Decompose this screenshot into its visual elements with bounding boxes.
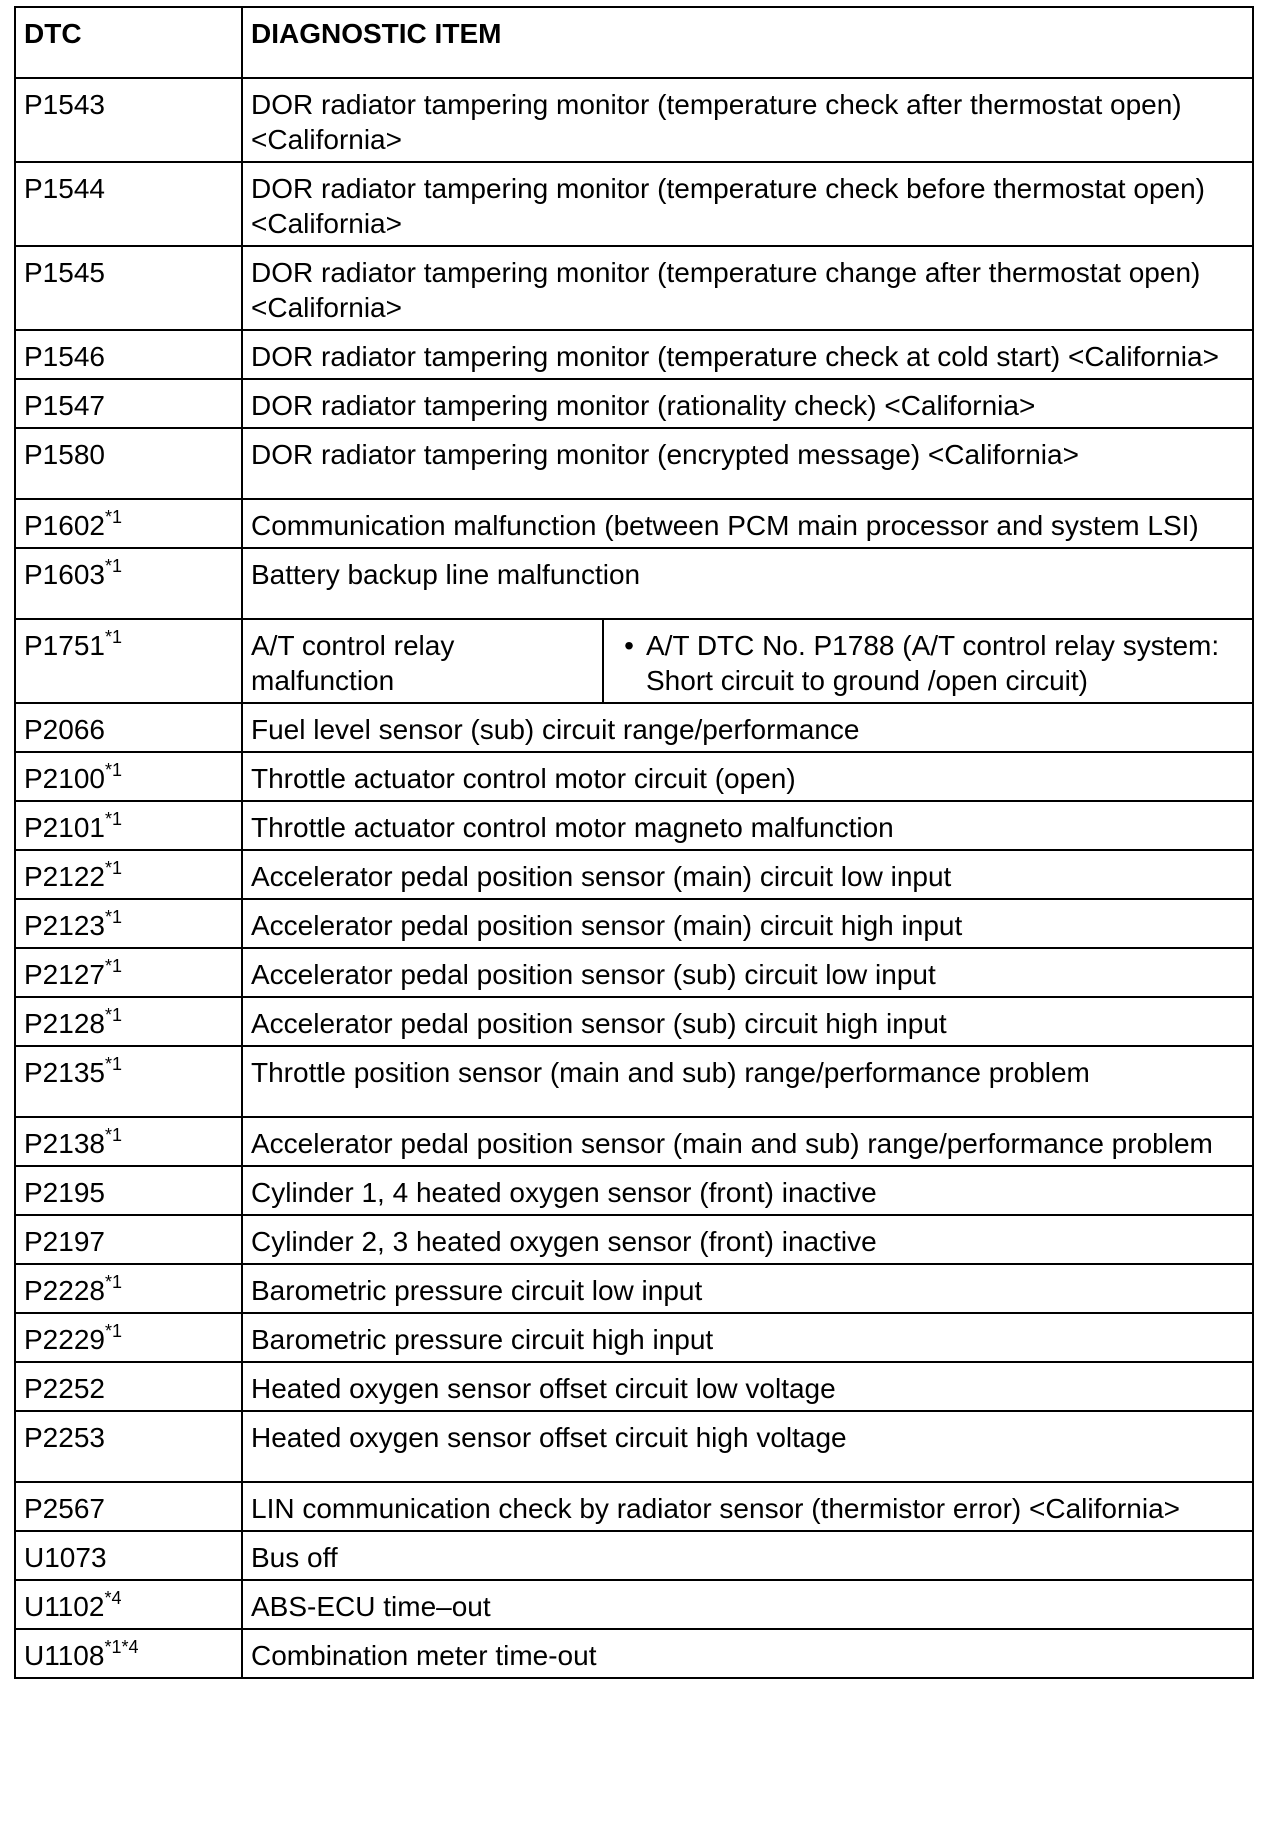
dtc-code: P1603 (24, 559, 105, 590)
footnote-marker: *1 (104, 507, 122, 527)
diagnostic-item-cell: Cylinder 2, 3 heated oxygen sensor (front) inactive (242, 1215, 1253, 1264)
dtc-code-cell (15, 1117, 242, 1166)
dtc-code-cell (15, 1411, 242, 1482)
dtc-code-cell (15, 246, 242, 330)
diagnostic-item-cell: Barometric pressure circuit high input (242, 1313, 1253, 1362)
table-row (15, 899, 1253, 948)
dtc-code-cell (15, 997, 242, 1046)
footnote-marker: *1 (104, 956, 122, 976)
diagnostic-note: A/T DTC No. P1788 (A/T control relay system: Short circuit to ground /open circuit) (646, 630, 1220, 696)
dtc-code-cell (15, 703, 242, 752)
dtc-code-cell (15, 548, 242, 619)
dtc-code-cell (15, 1362, 242, 1411)
diagnostic-item-cell: Accelerator pedal position sensor (main) circuit low input (242, 850, 1253, 899)
footnote-marker: *1 (104, 858, 122, 878)
diagnostic-item-cell: Combination meter time-out (242, 1629, 1253, 1678)
dtc-code: P1544 (24, 173, 105, 204)
dtc-code-cell (15, 1166, 242, 1215)
table-row (15, 1629, 1253, 1678)
diagnostic-item-cell: ABS-ECU time–out (242, 1580, 1253, 1629)
diagnostic-item-cell: Battery backup line malfunction (242, 548, 1253, 619)
dtc-code-cell (15, 801, 242, 850)
diagnostic-item-cell: DOR radiator tampering monitor (rationality check) <California> (242, 379, 1253, 428)
footnote-marker: *1 (104, 556, 122, 576)
dtc-code-cell (15, 428, 242, 499)
dtc-code: P2138 (24, 1128, 105, 1159)
footnote-marker: *1 (104, 627, 122, 647)
table-row (15, 548, 1253, 619)
diagnostic-item-cell: Cylinder 1, 4 heated oxygen sensor (front) inactive (242, 1166, 1253, 1215)
dtc-code-cell (15, 78, 242, 162)
table-row (15, 850, 1253, 899)
dtc-code: P2128 (24, 1008, 105, 1039)
diagnostic-item-cell: DOR radiator tampering monitor (temperature check before thermostat open) <California> (242, 162, 1253, 246)
dtc-code: P2101 (24, 812, 105, 843)
diagnostic-item-cell: Fuel level sensor (sub) circuit range/performance (242, 703, 1253, 752)
table-row (15, 1580, 1253, 1629)
diagnostic-item-cell: Throttle position sensor (main and sub) range/performance problem (242, 1046, 1253, 1117)
dtc-code: P2228 (24, 1275, 105, 1306)
diagnostic-item-cell: LIN communication check by radiator sensor (thermistor error) <California> (242, 1482, 1253, 1531)
footnote-marker: *1 (104, 1125, 122, 1145)
dtc-code: P2197 (24, 1226, 105, 1257)
diagnostic-item-cell: DOR radiator tampering monitor (temperature change after thermostat open) <California> (242, 246, 1253, 330)
dtc-code: P2066 (24, 714, 105, 745)
table-row (15, 1264, 1253, 1313)
dtc-code-cell (15, 948, 242, 997)
dtc-code: P2195 (24, 1177, 105, 1208)
dtc-code-cell (15, 1482, 242, 1531)
dtc-table (14, 6, 1254, 1679)
footnote-marker: *1 (104, 907, 122, 927)
table-row (15, 1215, 1253, 1264)
table-row (15, 78, 1253, 162)
dtc-code-cell (15, 1264, 242, 1313)
bullet-icon: • (624, 630, 634, 661)
dtc-code: P1543 (24, 89, 105, 120)
diagnostic-item-cell: Accelerator pedal position sensor (main) circuit high input (242, 899, 1253, 948)
dtc-code: P1545 (24, 257, 105, 288)
table-row (15, 330, 1253, 379)
table-row (15, 428, 1253, 499)
diagnostic-item-cell: Heated oxygen sensor offset circuit high voltage (242, 1411, 1253, 1482)
table-row (15, 1166, 1253, 1215)
footnote-marker: *1*4 (104, 1637, 139, 1657)
diagnostic-item-cell: Throttle actuator control motor circuit (open) (242, 752, 1253, 801)
diagnostic-item-cell: Throttle actuator control motor magneto malfunction (242, 801, 1253, 850)
table-row (15, 801, 1253, 850)
dtc-code: P1547 (24, 390, 105, 421)
header-diagnostic-item: DIAGNOSTIC ITEM (242, 7, 1253, 78)
table-row (15, 1362, 1253, 1411)
table-row (15, 246, 1253, 330)
diagnostic-item-cell: Barometric pressure circuit low input (242, 1264, 1253, 1313)
table-row (15, 1482, 1253, 1531)
table-row (15, 1117, 1253, 1166)
diagnostic-item-cell: DOR radiator tampering monitor (encrypted message) <California> (242, 428, 1253, 499)
diagnostic-item-cell: DOR radiator tampering monitor (temperature check at cold start) <California> (242, 330, 1253, 379)
dtc-code: P2123 (24, 910, 105, 941)
dtc-code: P2229 (24, 1324, 105, 1355)
footnote-marker: *1 (104, 809, 122, 829)
diagnostic-item-cell: Accelerator pedal position sensor (sub) circuit high input (242, 997, 1253, 1046)
footnote-marker: *4 (104, 1588, 122, 1608)
dtc-code-cell (15, 619, 242, 703)
table-row (15, 162, 1253, 246)
dtc-code: U1102 (24, 1591, 105, 1622)
dtc-code: U1073 (24, 1542, 107, 1573)
dtc-code-cell (15, 1629, 242, 1678)
table-row (15, 1313, 1253, 1362)
table-row (15, 1046, 1253, 1117)
dtc-code-cell (15, 499, 242, 548)
footnote-marker: *1 (104, 760, 122, 780)
dtc-code: P2100 (24, 763, 105, 794)
footnote-marker: *1 (104, 1054, 122, 1074)
dtc-code: P2127 (24, 959, 105, 990)
diagnostic-note-cell (603, 619, 1253, 703)
dtc-code-cell (15, 330, 242, 379)
dtc-code-cell (15, 752, 242, 801)
footnote-marker: *1 (104, 1005, 122, 1025)
header-dtc: DTC (15, 7, 242, 78)
dtc-code-cell (15, 1313, 242, 1362)
diagnostic-item-cell: Communication malfunction (between PCM main processor and system LSI) (242, 499, 1253, 548)
table-row (15, 1411, 1253, 1482)
diagnostic-item-cell: Heated oxygen sensor offset circuit low voltage (242, 1362, 1253, 1411)
dtc-code-cell (15, 379, 242, 428)
diagnostic-item-cell: A/T control relay malfunction (242, 619, 603, 703)
dtc-code: P2122 (24, 861, 105, 892)
dtc-code: P1546 (24, 341, 105, 372)
dtc-code: P2252 (24, 1373, 105, 1404)
diagnostic-item-cell: DOR radiator tampering monitor (temperature check after thermostat open) <California> (242, 78, 1253, 162)
dtc-code-cell (15, 1531, 242, 1580)
dtc-code: P1751 (24, 630, 105, 661)
dtc-code-cell (15, 162, 242, 246)
table-row (15, 997, 1253, 1046)
table-row (15, 1531, 1253, 1580)
table-row (15, 379, 1253, 428)
diagnostic-item-cell: Bus off (242, 1531, 1253, 1580)
dtc-code-cell (15, 1580, 242, 1629)
dtc-code-cell (15, 899, 242, 948)
table-row (15, 619, 1253, 703)
dtc-code: P2567 (24, 1493, 105, 1524)
table-row (15, 948, 1253, 997)
dtc-code: P1602 (24, 510, 105, 541)
dtc-code-cell (15, 1046, 242, 1117)
dtc-code-cell (15, 850, 242, 899)
dtc-code: P2253 (24, 1422, 105, 1453)
table-row (15, 499, 1253, 548)
diagnostic-item-cell: Accelerator pedal position sensor (sub) circuit low input (242, 948, 1253, 997)
diagnostic-item-cell: Accelerator pedal position sensor (main and sub) range/performance problem (242, 1117, 1253, 1166)
header-row (15, 7, 1253, 78)
table-row (15, 752, 1253, 801)
footnote-marker: *1 (104, 1272, 122, 1292)
dtc-code: P2135 (24, 1057, 105, 1088)
dtc-code: P1580 (24, 439, 105, 470)
footnote-marker: *1 (104, 1321, 122, 1341)
table-row (15, 703, 1253, 752)
dtc-code-cell (15, 1215, 242, 1264)
dtc-code: U1108 (24, 1640, 105, 1671)
